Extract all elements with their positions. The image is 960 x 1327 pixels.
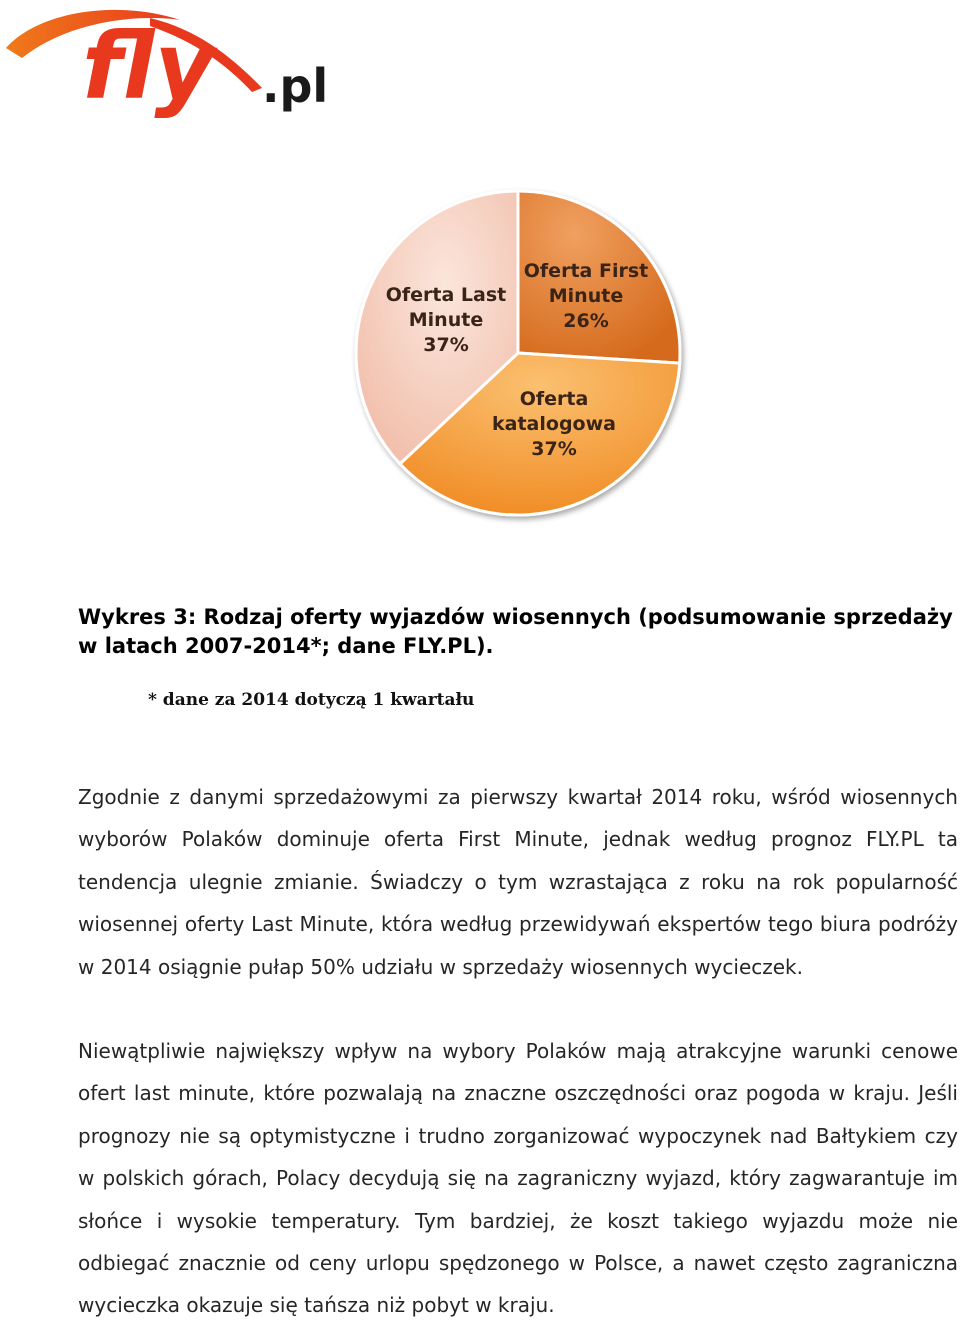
- label-first-minute-pct: 26%: [563, 310, 609, 332]
- label-katalogowa-line1: Oferta: [519, 388, 589, 410]
- fly-pl-logo: [0, 0, 345, 125]
- label-katalogowa-pct: 37%: [531, 438, 577, 460]
- label-last-minute-line1: Oferta Last: [385, 284, 507, 306]
- chart-footnote: * dane za 2014 dotyczą 1 kwartału: [148, 690, 475, 710]
- body-paragraph: Niewątpliwie największy wpływ na wybory Polaków mają atrakcyjne warunki cenowe ofert last minute, które pozwalają na znaczne oszczędności oraz pogoda w kraju. Jeśli prognozy nie są optymistyczne i trudno zorganizować wypoczynek nad Bałtykiem czy w polskich górach, Polacy decydują się na zagraniczny wyjazd, który zagwarantuje im słońce i wysokie temperatury. Tym bardziej, że koszt takiego wyjazdu może nie odbiegać znacznie od ceny urlopu spędzonego w Polsce, a nawet często zagraniczna wycieczka okazuje się tańsza niż pobyt w kraju.: [78, 1039, 958, 1318]
- logo-brand-text: fly: [82, 13, 215, 120]
- body-paragraph: Zgodnie z danymi sprzedażowymi za pierwszy kwartał 2014 roku, wśród wiosennych wyborów Polaków dominuje oferta First Minute, jednak według prognoz FLY.PL ta tendencja ulegnie zmianie. Świadczy o tym wzrastająca z roku na rok popularność wiosennej oferty Last Minute, która według przewidywań ekspertów tego biura podróży w 2014 osiągnie pułap 50% udziału w sprzedaży wiosennych wycieczek.: [78, 785, 958, 979]
- logo-domain-text: .pl: [262, 59, 329, 113]
- chart-caption: Wykres 3: Rodzaj oferty wyjazdów wiosennych (podsumowanie sprzedaży w latach 2007-2014*; dane FLY.PL).: [78, 605, 953, 658]
- offer-type-pie-chart: [340, 175, 700, 535]
- label-last-minute-line2: Minute: [408, 309, 484, 331]
- label-last-minute-pct: 37%: [423, 334, 469, 356]
- label-first-minute-line1: Oferta First: [523, 260, 649, 282]
- label-katalogowa-line2: katalogowa: [492, 413, 616, 435]
- label-first-minute-line2: Minute: [548, 285, 624, 307]
